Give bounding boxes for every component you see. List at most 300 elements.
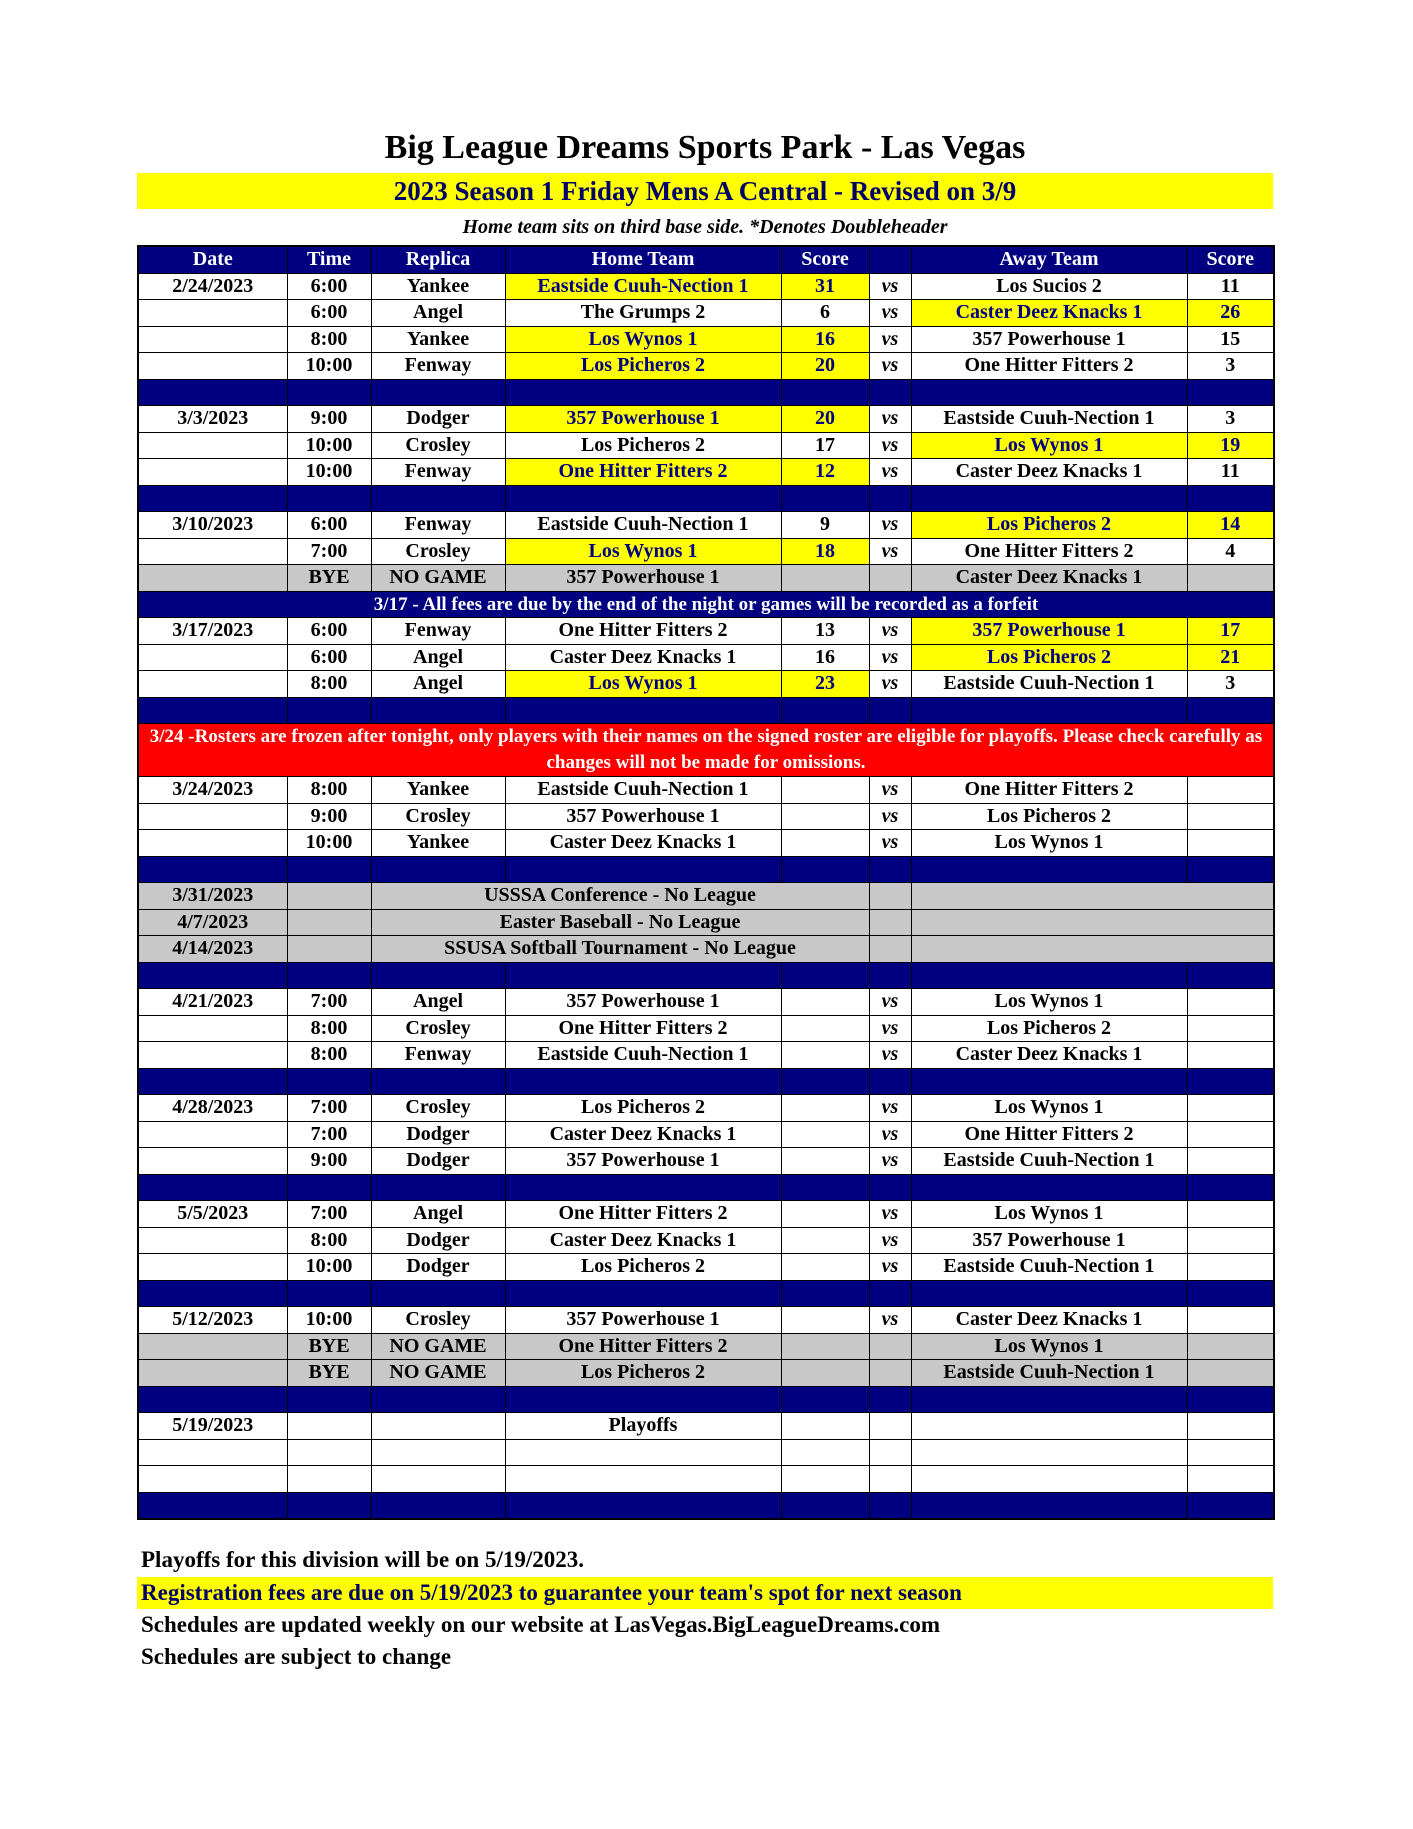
empty-cell xyxy=(287,1439,371,1466)
no-league-row xyxy=(138,936,1274,963)
empty-cell xyxy=(781,565,869,592)
empty-cell xyxy=(371,1466,505,1493)
empty-cell xyxy=(869,565,911,592)
empty-cell xyxy=(1187,1466,1274,1493)
game-time: 8:00 xyxy=(287,777,371,804)
away-team: 357 Powerhouse 1 xyxy=(911,618,1187,645)
spacer-cell xyxy=(138,1174,287,1201)
alert-row xyxy=(138,724,1274,777)
bye-label: BYE xyxy=(287,1333,371,1360)
empty-cell xyxy=(287,883,371,910)
empty-cell xyxy=(781,1439,869,1466)
home-score xyxy=(781,777,869,804)
empty-cell xyxy=(138,1439,287,1466)
game-field: Fenway xyxy=(371,512,505,539)
empty-cell xyxy=(505,1466,781,1493)
game-row xyxy=(138,432,1274,459)
playoffs-note: Playoffs for this division will be on 5/19/2023. xyxy=(141,1547,585,1572)
away-score: 3 xyxy=(1187,406,1274,433)
no-game-label: NO GAME xyxy=(371,1333,505,1360)
spacer-cell xyxy=(781,1492,869,1519)
spacer-cell xyxy=(138,1068,287,1095)
game-field: Fenway xyxy=(371,353,505,380)
spacer-cell xyxy=(138,1492,287,1519)
game-time: 8:00 xyxy=(287,326,371,353)
away-score: 3 xyxy=(1187,353,1274,380)
spacer-cell xyxy=(781,379,869,406)
away-team: 357 Powerhouse 1 xyxy=(911,326,1187,353)
home-team: Los Wynos 1 xyxy=(505,326,781,353)
away-score xyxy=(1187,1201,1274,1228)
spacer-cell xyxy=(371,1386,505,1413)
game-date: 5/12/2023 xyxy=(138,1307,287,1334)
game-field: Dodger xyxy=(371,1148,505,1175)
vs-label: vs xyxy=(869,1095,911,1122)
spacer-cell xyxy=(505,962,781,989)
game-row xyxy=(138,777,1274,804)
spacer-row xyxy=(138,485,1274,512)
header-home-score: Score xyxy=(781,246,869,273)
empty-cell xyxy=(911,936,1274,963)
game-time: 6:00 xyxy=(287,300,371,327)
empty-cell xyxy=(1187,565,1274,592)
empty-cell xyxy=(287,909,371,936)
spacer-cell xyxy=(911,485,1187,512)
home-team: 357 Powerhouse 1 xyxy=(505,406,781,433)
game-field: Yankee xyxy=(371,273,505,300)
home-team: 357 Powerhouse 1 xyxy=(505,803,781,830)
game-date xyxy=(138,326,287,353)
spacer-cell xyxy=(287,856,371,883)
game-date xyxy=(138,1121,287,1148)
away-team: Eastside Cuuh-Nection 1 xyxy=(911,1148,1187,1175)
vs-label: vs xyxy=(869,830,911,857)
no-game-label: NO GAME xyxy=(371,565,505,592)
game-time: 6:00 xyxy=(287,644,371,671)
game-time: 6:00 xyxy=(287,273,371,300)
season-subtitle: 2023 Season 1 Friday Mens A Central - Revised on 3/9 xyxy=(137,173,1273,209)
change-note: Schedules are subject to change xyxy=(141,1644,452,1669)
game-date: 4/7/2023 xyxy=(138,909,287,936)
spacer-cell xyxy=(287,485,371,512)
game-time: 7:00 xyxy=(287,989,371,1016)
game-time: 10:00 xyxy=(287,1254,371,1281)
empty-cell xyxy=(869,909,911,936)
home-team: The Grumps 2 xyxy=(505,300,781,327)
away-team: Los Wynos 1 xyxy=(911,1201,1187,1228)
game-time: 9:00 xyxy=(287,1148,371,1175)
spacer-cell xyxy=(781,697,869,724)
game-time: 8:00 xyxy=(287,1042,371,1069)
home-team: Caster Deez Knacks 1 xyxy=(505,1227,781,1254)
away-team: Caster Deez Knacks 1 xyxy=(911,1307,1187,1334)
game-date: 5/19/2023 xyxy=(138,1413,287,1440)
vs-label: vs xyxy=(869,777,911,804)
home-score xyxy=(781,1148,869,1175)
spacer-row xyxy=(138,1280,1274,1307)
away-score: 26 xyxy=(1187,300,1274,327)
spacer-cell xyxy=(371,1492,505,1519)
away-team: One Hitter Fitters 2 xyxy=(911,1121,1187,1148)
home-team: One Hitter Fitters 2 xyxy=(505,1015,781,1042)
empty-cell xyxy=(1187,1333,1274,1360)
game-date xyxy=(138,353,287,380)
away-score: 15 xyxy=(1187,326,1274,353)
away-score xyxy=(1187,1254,1274,1281)
game-date xyxy=(138,830,287,857)
spacer-cell xyxy=(869,1280,911,1307)
no-game-label: NO GAME xyxy=(371,1360,505,1387)
spacer-cell xyxy=(287,1280,371,1307)
game-date xyxy=(138,644,287,671)
home-team: Eastside Cuuh-Nection 1 xyxy=(505,1042,781,1069)
vs-label: vs xyxy=(869,1042,911,1069)
away-team: Los Wynos 1 xyxy=(911,989,1187,1016)
spacer-cell xyxy=(869,697,911,724)
home-score xyxy=(781,1227,869,1254)
home-score xyxy=(781,1201,869,1228)
away-team: 357 Powerhouse 1 xyxy=(911,1227,1187,1254)
vs-label: vs xyxy=(869,459,911,486)
game-field: Crosley xyxy=(371,1095,505,1122)
spacer-cell xyxy=(505,485,781,512)
game-field: Crosley xyxy=(371,803,505,830)
spacer-cell xyxy=(287,1386,371,1413)
away-score xyxy=(1187,1095,1274,1122)
header-away-score: Score xyxy=(1187,246,1274,273)
game-date xyxy=(138,803,287,830)
home-score: 17 xyxy=(781,432,869,459)
no-league-label: Easter Baseball - No League xyxy=(371,909,869,936)
empty-cell xyxy=(287,936,371,963)
spacer-cell xyxy=(1187,962,1274,989)
spacer-row xyxy=(138,697,1274,724)
game-field: Dodger xyxy=(371,406,505,433)
spacer-cell xyxy=(505,1280,781,1307)
game-row xyxy=(138,644,1274,671)
empty-cell xyxy=(781,1413,869,1440)
home-score xyxy=(781,830,869,857)
away-team: Caster Deez Knacks 1 xyxy=(911,1042,1187,1069)
game-date xyxy=(138,1227,287,1254)
empty-cell xyxy=(781,1333,869,1360)
spacer-cell xyxy=(1187,379,1274,406)
vs-label: vs xyxy=(869,273,911,300)
game-field: Yankee xyxy=(371,326,505,353)
spacer-cell xyxy=(869,962,911,989)
empty-cell xyxy=(287,1466,371,1493)
game-date xyxy=(138,1148,287,1175)
page-title: Big League Dreams Sports Park - Las Vegas xyxy=(384,129,1026,166)
header-home-team: Home Team xyxy=(505,246,781,273)
spacer-cell xyxy=(911,1174,1187,1201)
spacer-cell xyxy=(505,1492,781,1519)
bye-label: BYE xyxy=(287,565,371,592)
spacer-cell xyxy=(371,1280,505,1307)
away-score xyxy=(1187,1227,1274,1254)
game-date: 3/3/2023 xyxy=(138,406,287,433)
spacer-cell xyxy=(869,856,911,883)
spacer-cell xyxy=(505,379,781,406)
empty-cell xyxy=(869,883,911,910)
away-team: Los Picheros 2 xyxy=(911,512,1187,539)
spacer-cell xyxy=(371,379,505,406)
game-row xyxy=(138,830,1274,857)
game-time: 7:00 xyxy=(287,1121,371,1148)
spacer-cell xyxy=(869,1068,911,1095)
game-row xyxy=(138,512,1274,539)
game-time: 8:00 xyxy=(287,1227,371,1254)
game-row xyxy=(138,538,1274,565)
spacer-cell xyxy=(287,697,371,724)
home-team: Los Picheros 2 xyxy=(505,353,781,380)
game-row xyxy=(138,1307,1274,1334)
away-team: One Hitter Fitters 2 xyxy=(911,777,1187,804)
spacer-cell xyxy=(1187,856,1274,883)
spacer-row xyxy=(138,1492,1274,1519)
home-score: 20 xyxy=(781,353,869,380)
spacer-cell xyxy=(138,1280,287,1307)
spacer-cell xyxy=(371,962,505,989)
spacer-cell xyxy=(781,1386,869,1413)
empty-cell xyxy=(911,1413,1187,1440)
empty-cell xyxy=(869,1466,911,1493)
away-score xyxy=(1187,989,1274,1016)
home-team: 357 Powerhouse 1 xyxy=(505,1148,781,1175)
vs-label: vs xyxy=(869,1201,911,1228)
home-score: 13 xyxy=(781,618,869,645)
home-score xyxy=(781,1121,869,1148)
spacer-cell xyxy=(869,1174,911,1201)
notice-row xyxy=(138,591,1274,618)
spacer-cell xyxy=(287,1492,371,1519)
empty-cell xyxy=(505,1439,781,1466)
game-field: Dodger xyxy=(371,1254,505,1281)
spacer-cell xyxy=(869,1492,911,1519)
game-time: 10:00 xyxy=(287,459,371,486)
vs-label: vs xyxy=(869,1148,911,1175)
vs-label: vs xyxy=(869,1015,911,1042)
game-date xyxy=(138,538,287,565)
home-team: Los Picheros 2 xyxy=(505,1095,781,1122)
spacer-cell xyxy=(1187,1280,1274,1307)
game-row xyxy=(138,1201,1274,1228)
game-field: Fenway xyxy=(371,618,505,645)
game-date xyxy=(138,1254,287,1281)
home-team: Caster Deez Knacks 1 xyxy=(505,644,781,671)
vs-label: vs xyxy=(869,1227,911,1254)
spacer-cell xyxy=(911,962,1187,989)
bye-label: BYE xyxy=(287,1360,371,1387)
spacer-cell xyxy=(138,962,287,989)
game-field: Angel xyxy=(371,671,505,698)
game-field: Fenway xyxy=(371,459,505,486)
game-date: 4/28/2023 xyxy=(138,1095,287,1122)
home-score: 16 xyxy=(781,644,869,671)
spacer-row xyxy=(138,1386,1274,1413)
away-team: Eastside Cuuh-Nection 1 xyxy=(911,1254,1187,1281)
game-field: Crosley xyxy=(371,538,505,565)
game-field: Dodger xyxy=(371,1227,505,1254)
spacer-cell xyxy=(371,1174,505,1201)
game-date xyxy=(138,432,287,459)
bye-away-team: Caster Deez Knacks 1 xyxy=(911,565,1187,592)
away-team: Los Sucios 2 xyxy=(911,273,1187,300)
spacer-cell xyxy=(911,379,1187,406)
empty-cell xyxy=(1187,1439,1274,1466)
bye-row xyxy=(138,565,1274,592)
home-team: 357 Powerhouse 1 xyxy=(505,1307,781,1334)
vs-label: vs xyxy=(869,671,911,698)
home-team: Los Picheros 2 xyxy=(505,432,781,459)
home-score: 9 xyxy=(781,512,869,539)
spacer-cell xyxy=(287,379,371,406)
home-team: Caster Deez Knacks 1 xyxy=(505,830,781,857)
away-team: One Hitter Fitters 2 xyxy=(911,353,1187,380)
playoff-row xyxy=(138,1413,1274,1440)
home-team: Eastside Cuuh-Nection 1 xyxy=(505,273,781,300)
away-score: 11 xyxy=(1187,273,1274,300)
spacer-cell xyxy=(371,697,505,724)
vs-label: vs xyxy=(869,300,911,327)
game-row xyxy=(138,671,1274,698)
spacer-cell xyxy=(1187,1386,1274,1413)
spacer-cell xyxy=(371,856,505,883)
home-team: 357 Powerhouse 1 xyxy=(505,989,781,1016)
home-score xyxy=(781,1254,869,1281)
home-score xyxy=(781,989,869,1016)
game-field: Yankee xyxy=(371,830,505,857)
spacer-cell xyxy=(781,962,869,989)
empty-cell xyxy=(911,1439,1187,1466)
home-score xyxy=(781,1307,869,1334)
game-time: 8:00 xyxy=(287,1015,371,1042)
spacer-cell xyxy=(1187,697,1274,724)
game-row xyxy=(138,406,1274,433)
home-score: 12 xyxy=(781,459,869,486)
away-team: Eastside Cuuh-Nection 1 xyxy=(911,671,1187,698)
spacer-cell xyxy=(869,485,911,512)
game-date: 3/10/2023 xyxy=(138,512,287,539)
game-time: 7:00 xyxy=(287,1201,371,1228)
empty-cell xyxy=(869,1439,911,1466)
spacer-cell xyxy=(781,1174,869,1201)
website-note: Schedules are updated weekly on our website at LasVegas.BigLeagueDreams.com xyxy=(141,1612,941,1637)
game-row xyxy=(138,353,1274,380)
spacer-row xyxy=(138,379,1274,406)
game-time: 9:00 xyxy=(287,803,371,830)
empty-cell xyxy=(911,909,1274,936)
vs-label: vs xyxy=(869,1254,911,1281)
game-date: 3/24/2023 xyxy=(138,777,287,804)
bye-row xyxy=(138,1360,1274,1387)
home-score: 18 xyxy=(781,538,869,565)
empty-cell xyxy=(869,1333,911,1360)
spacer-cell xyxy=(138,697,287,724)
away-team: Caster Deez Knacks 1 xyxy=(911,300,1187,327)
vs-label: vs xyxy=(869,432,911,459)
vs-label: vs xyxy=(869,1307,911,1334)
home-score: 23 xyxy=(781,671,869,698)
vs-label: vs xyxy=(869,353,911,380)
game-row xyxy=(138,1042,1274,1069)
bye-home-team: 357 Powerhouse 1 xyxy=(505,565,781,592)
spacer-cell xyxy=(1187,1492,1274,1519)
away-score: 14 xyxy=(1187,512,1274,539)
game-date: 3/17/2023 xyxy=(138,618,287,645)
empty-cell xyxy=(869,936,911,963)
vs-label: vs xyxy=(869,326,911,353)
home-team: Los Wynos 1 xyxy=(505,671,781,698)
vs-label: vs xyxy=(869,406,911,433)
empty-cell xyxy=(1187,1360,1274,1387)
game-field: Dodger xyxy=(371,1121,505,1148)
empty-cell xyxy=(371,1413,505,1440)
away-team: Los Wynos 1 xyxy=(911,1095,1187,1122)
no-league-row xyxy=(138,883,1274,910)
game-row xyxy=(138,273,1274,300)
spacer-cell xyxy=(781,1280,869,1307)
home-score xyxy=(781,1095,869,1122)
game-time: 8:00 xyxy=(287,671,371,698)
spacer-cell xyxy=(371,1068,505,1095)
game-row xyxy=(138,1227,1274,1254)
game-date xyxy=(138,1042,287,1069)
blank-row xyxy=(138,1466,1274,1493)
spacer-cell xyxy=(781,485,869,512)
spacer-cell xyxy=(911,1280,1187,1307)
spacer-cell xyxy=(911,1492,1187,1519)
header-away-team: Away Team xyxy=(911,246,1187,273)
no-league-label: SSUSA Softball Tournament - No League xyxy=(371,936,869,963)
away-team: Caster Deez Knacks 1 xyxy=(911,459,1187,486)
spacer-cell xyxy=(138,856,287,883)
bye-row xyxy=(138,1333,1274,1360)
game-field: Angel xyxy=(371,1201,505,1228)
home-score: 20 xyxy=(781,406,869,433)
away-score: 21 xyxy=(1187,644,1274,671)
game-field: Angel xyxy=(371,989,505,1016)
home-team: Eastside Cuuh-Nection 1 xyxy=(505,512,781,539)
game-date: 3/31/2023 xyxy=(138,883,287,910)
spacer-cell xyxy=(911,1068,1187,1095)
vs-label: vs xyxy=(869,512,911,539)
vs-label: vs xyxy=(869,538,911,565)
away-score xyxy=(1187,1307,1274,1334)
spacer-cell xyxy=(869,379,911,406)
home-team: Eastside Cuuh-Nection 1 xyxy=(505,777,781,804)
game-field: Crosley xyxy=(371,1015,505,1042)
spacer-cell xyxy=(1187,485,1274,512)
vs-label: vs xyxy=(869,989,911,1016)
header-replica: Replica xyxy=(371,246,505,273)
home-team: Los Wynos 1 xyxy=(505,538,781,565)
away-score xyxy=(1187,1121,1274,1148)
game-time: 9:00 xyxy=(287,406,371,433)
empty-cell xyxy=(781,1466,869,1493)
away-score: 3 xyxy=(1187,671,1274,698)
spacer-cell xyxy=(505,1386,781,1413)
away-score xyxy=(1187,830,1274,857)
game-row xyxy=(138,300,1274,327)
game-row xyxy=(138,1254,1274,1281)
blank-row xyxy=(138,1439,1274,1466)
game-field: Crosley xyxy=(371,1307,505,1334)
spacer-cell xyxy=(869,1386,911,1413)
empty-cell xyxy=(1187,1413,1274,1440)
game-field: Crosley xyxy=(371,432,505,459)
spacer-cell xyxy=(1187,1174,1274,1201)
